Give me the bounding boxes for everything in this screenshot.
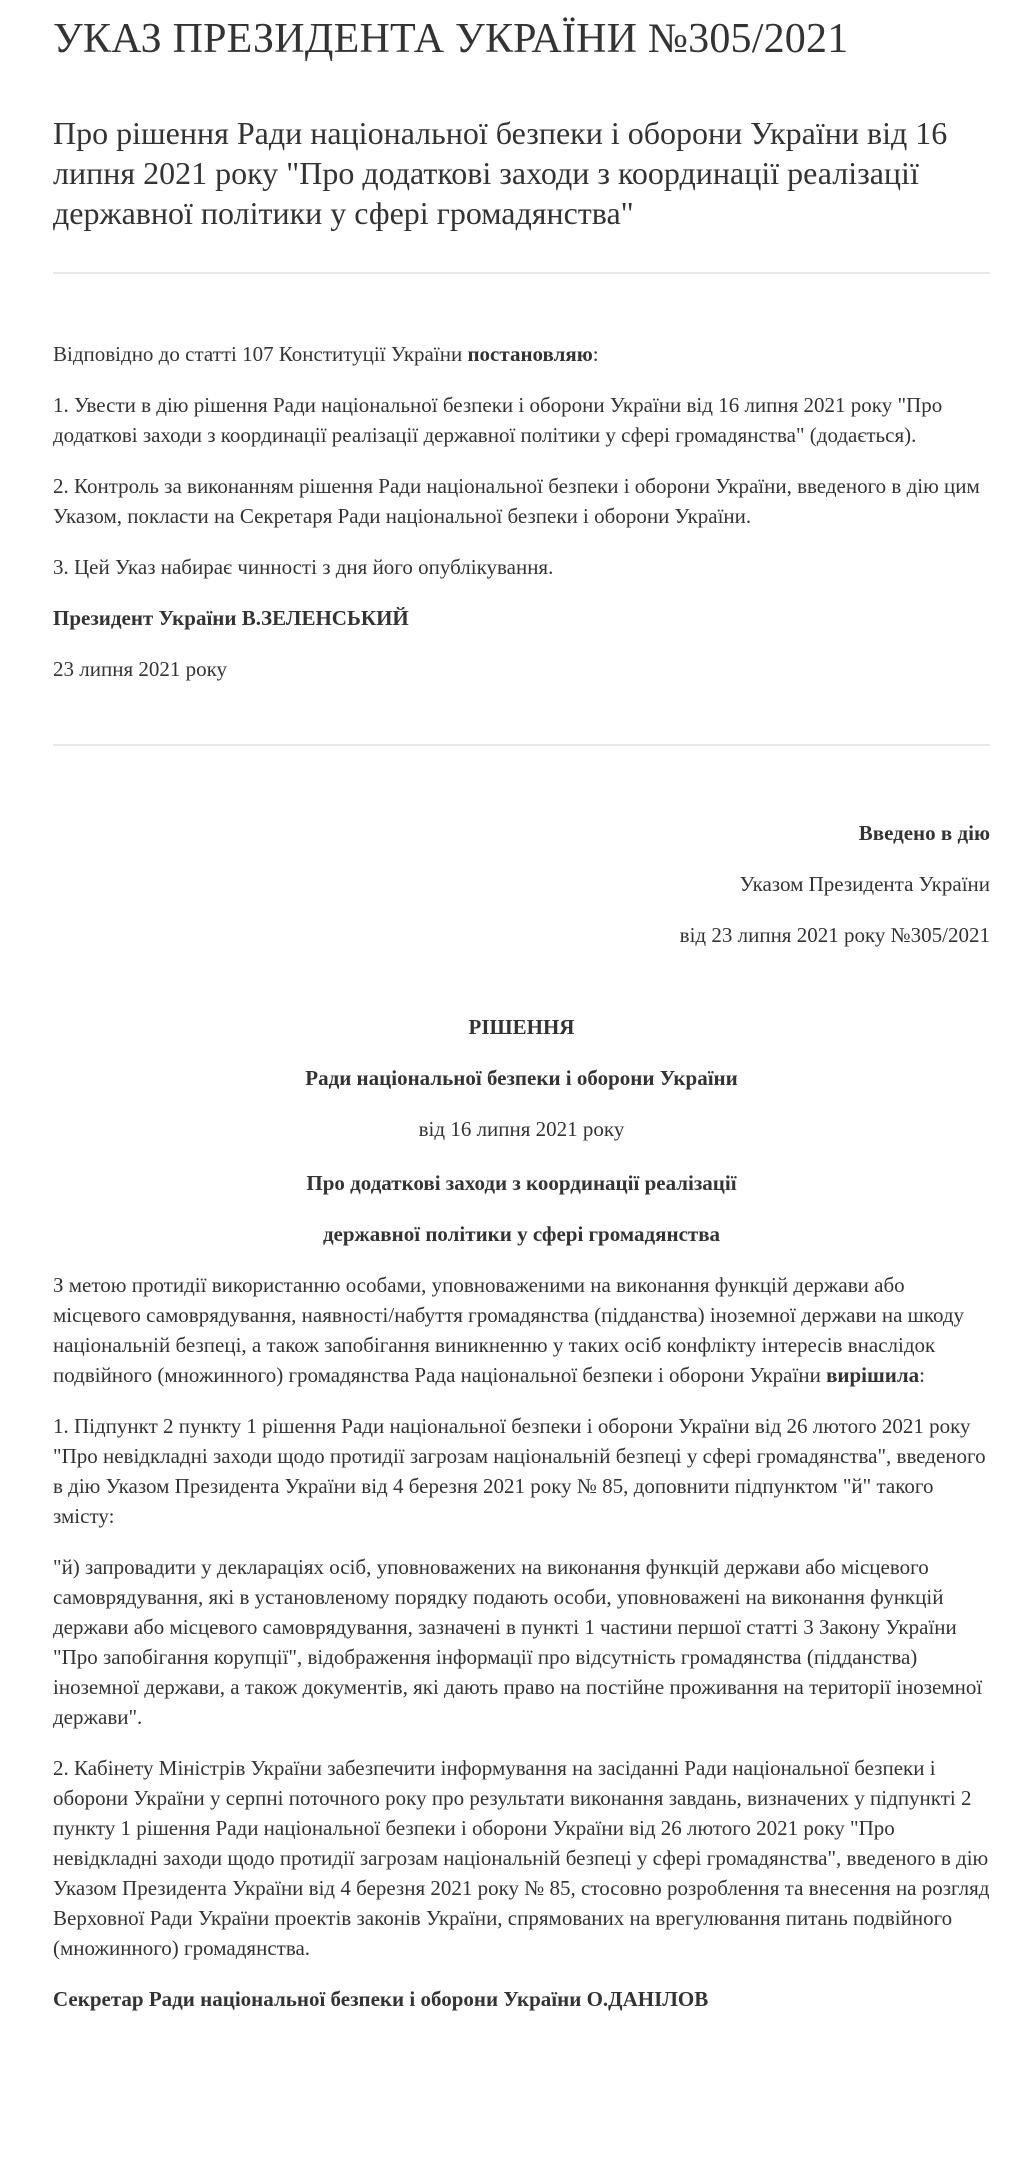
decree-intro: [53, 339, 990, 369]
decision-preamble-keyword: вирішила: [826, 1363, 920, 1387]
decision-preamble-suffix: :: [919, 1363, 925, 1387]
divider: [53, 272, 990, 274]
page-title: УКАЗ ПРЕЗИДЕНТА УКРАЇНИ №305/2021: [53, 16, 849, 62]
enactment-line-1: Введено в дію: [858, 821, 990, 845]
decree-intro-suffix: :: [592, 342, 599, 366]
decision-item-2: "й) запровадити у деклараціях осіб, уповноважених на виконання функцій держави або місцевого самоврядування, які в установленому порядку подають особи, уповноважені на виконання функцій держави або місцевого самоврядування, зазначені в пункті 1 частини першої статті 3 Закону України "Про запобігання корупції", відображення інформації про відсутність громадянства (підданства) іноземної держави, а також документів, які дають право на постійне проживання на території іноземної держави".: [53, 1555, 983, 1729]
decision-heading-main: РІШЕННЯ: [468, 1015, 575, 1039]
decision-heading-org: Ради національної безпеки і оборони України: [305, 1066, 738, 1090]
page-subtitle: Про рішення Ради національної безпеки і оборони України від 16 липня 2021 року "Про додаткові заходи з координації реалізації державної політики у сфері громадянства": [53, 115, 948, 231]
decision-item-1: 1. Підпункт 2 пункту 1 рішення Ради національної безпеки і оборони України від 26 лютого 2021 року "Про невідкладні заходи щодо протидії загрозам національній безпеці у сфері громадянства", введеного в дію Указом Президента України від 4 березня 2021 року № 85, доповнити підпунктом "й" такого змісту:: [53, 1414, 986, 1528]
enactment-line-2: Указом Президента України: [739, 872, 990, 896]
decision-preamble-prefix: З метою протидії використанню особами, уповноваженими на виконання функцій держави або місцевого самоврядування, наявності/набуття громадянства (підданства) іноземної держави на шкоду національній безпеці, а також запобігання виникненню у таких осіб конфлікту інтересів внаслідок подвійного (множинного) громадянства Рада національної безпеки і оборони України: [53, 1273, 965, 1387]
decision-heading-subject-2: державної політики у сфері громадянства: [322, 1222, 721, 1246]
decision-signature: Секретар Ради національної безпеки і оборони України О.ДАНІЛОВ: [53, 1987, 709, 2011]
divider: [53, 744, 990, 746]
enactment-line-3: від 23 липня 2021 року №305/2021: [679, 923, 990, 947]
document-page: [53, 15, 990, 2081]
decree-date: 23 липня 2021 року: [53, 657, 228, 681]
decree-item-3: 3. Цей Указ набирає чинності з дня його опублікування.: [53, 555, 554, 579]
decision-item-3: 2. Кабінету Міністрів України забезпечити інформування на засіданні Ради національної безпеки і оборони України у серпні поточного року про результати виконання завдань, визначених у підпункті 2 пункту 1 рішення Ради національної безпеки і оборони України від 26 лютого 2021 року "Про невідкладні заходи щодо протидії загрозам національній безпеці у сфері громадянства", введеного в дію Указом Президента України від 4 березня 2021 року № 85, стосовно розроблення та внесення на розгляд Верховної Ради України проектів законів України, спрямованих на врегулювання питань подвійного (множинного) громадянства.: [53, 1756, 990, 1960]
decree-intro-keyword: постановляю: [467, 342, 593, 366]
decision-heading-subject-1: Про додаткові заходи з координації реалізації: [306, 1171, 737, 1195]
decision-preamble: [53, 1270, 990, 1390]
decree-signature: Президент України В.ЗЕЛЕНСЬКИЙ: [53, 606, 409, 630]
decree-item-2: 2. Контроль за виконанням рішення Ради національної безпеки і оборони України, введеного в дію цим Указом, покласти на Секретаря Ради національної безпеки і оборони України.: [53, 474, 980, 528]
decision-heading-date: від 16 липня 2021 року: [418, 1117, 625, 1141]
decree-item-1: 1. Увести в дію рішення Ради національної безпеки і оборони України від 16 липня 2021 року "Про додаткові заходи з координації реалізації державної політики у сфері громадянства" (додається).: [53, 393, 943, 447]
decree-intro-prefix: Відповідно до статті 107 Конституції України: [53, 342, 468, 366]
